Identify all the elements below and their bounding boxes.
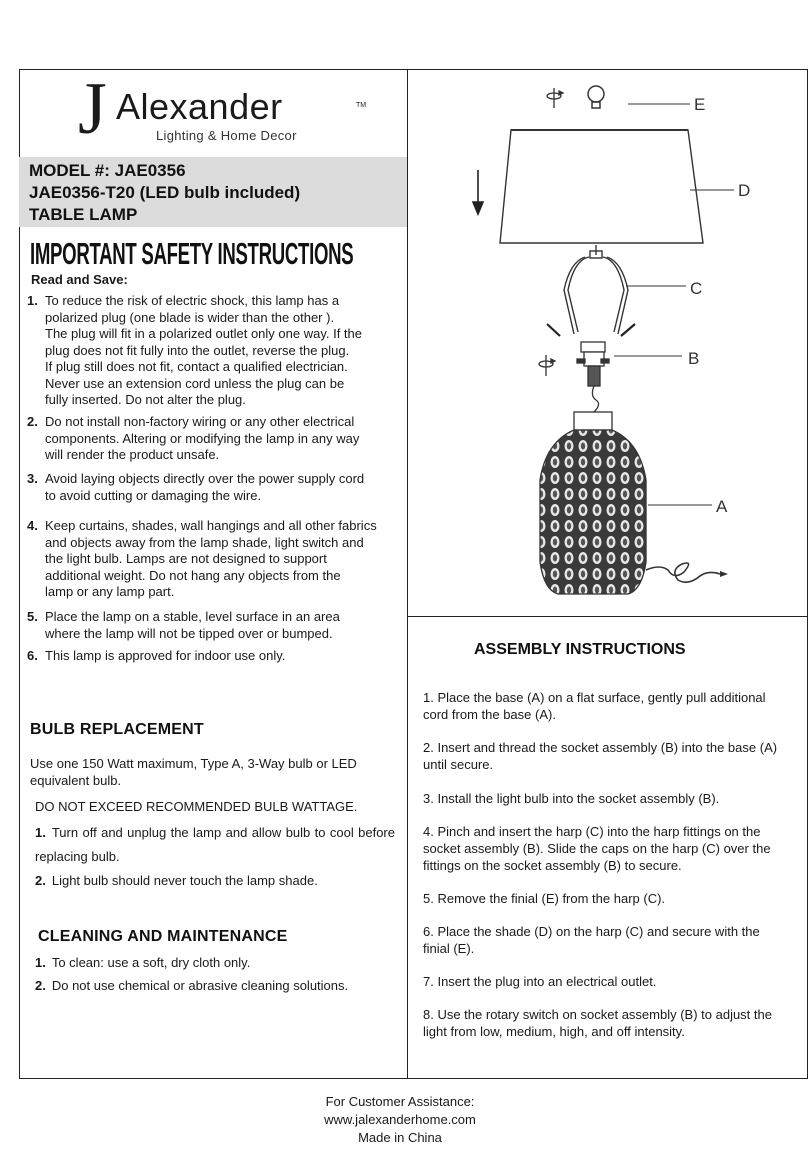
item-number: 2. bbox=[35, 978, 46, 993]
safety-item bbox=[27, 609, 402, 642]
safety-item bbox=[27, 414, 402, 464]
assembly-step: 5. Remove the finial (E) from the harp (C). bbox=[423, 891, 666, 906]
read-save-label: Read and Save: bbox=[31, 272, 128, 287]
item-number: 6. bbox=[27, 648, 38, 663]
bulb-item bbox=[35, 869, 395, 893]
bulb-spec-text: Use one 150 Watt maximum, Type A, 3-Way bulb or LED equivalent bulb. bbox=[30, 756, 357, 788]
item-number: 1. bbox=[35, 825, 46, 840]
bulb-section-title: BULB REPLACEMENT bbox=[30, 721, 204, 738]
assembly-step: 1. Place the base (A) on a flat surface, gently pull additional cord from the base (A). bbox=[423, 690, 766, 722]
cleaning-item bbox=[35, 951, 395, 975]
logo-tagline: Lighting & Home Decor bbox=[156, 128, 297, 143]
logo-trademark: TM bbox=[356, 102, 367, 109]
rotate-arrow-icon bbox=[547, 88, 563, 108]
bulb-wattage-warning: DO NOT EXCEED RECOMMENDED BULB WATTAGE. bbox=[35, 799, 358, 814]
assembly-section-title: ASSEMBLY INSTRUCTIONS bbox=[474, 641, 686, 658]
assembly-step: 4. Pinch and insert the harp (C) into the harp fittings on the socket assembly (B). Slide the caps on the harp (C) over the fittings on the socket assembly (B) to secure. bbox=[423, 824, 771, 873]
bulb-item bbox=[35, 821, 395, 869]
cleaning-item bbox=[35, 974, 395, 998]
safety-item bbox=[27, 648, 402, 665]
item-number: 5. bbox=[27, 609, 38, 624]
socket-assembly bbox=[577, 342, 609, 412]
item-text: Avoid laying objects directly over the power supply cord to avoid cutting or damaging the wire. bbox=[45, 471, 365, 503]
safety-item bbox=[27, 518, 402, 601]
item-number: 2. bbox=[35, 873, 46, 888]
cleaning-section-title: CLEANING AND MAINTENANCE bbox=[38, 928, 288, 945]
item-number: 2. bbox=[27, 414, 38, 429]
item-text: Keep curtains, shades, wall hangings and all other fabrics and objects away from the lamp shade, light switch and the light bulb. Lamps are not designed to support additional weight. Do not hang any objects from the lamp or any lamp part. bbox=[45, 518, 377, 599]
assembly-step: 6. Place the shade (D) on the harp (C) and secure with the finial (E). bbox=[423, 924, 760, 956]
item-text: This lamp is approved for indoor use only. bbox=[45, 648, 286, 663]
model-variant: JAE0356-T20 (LED bulb included) bbox=[29, 183, 301, 202]
pinch-marks bbox=[547, 324, 635, 336]
lamp-shade bbox=[500, 130, 703, 243]
item-number: 1. bbox=[35, 955, 46, 970]
finial-icon bbox=[588, 86, 604, 108]
item-number: 1. bbox=[27, 293, 38, 308]
label-e: E bbox=[694, 95, 706, 114]
assembly-step: 7. Insert the plug into an electrical outlet. bbox=[423, 974, 657, 989]
lamp-harp bbox=[564, 245, 628, 334]
logo-name: Alexander bbox=[116, 86, 283, 127]
footer-origin: Made in China bbox=[358, 1130, 442, 1145]
label-a: A bbox=[716, 497, 728, 516]
safety-item bbox=[27, 471, 402, 504]
item-text: To reduce the risk of electric shock, this lamp has a polarized plug (one blade is wider than the other ). The plug will fit in a polarized outlet only one way. If the plug does not fit fully into the outlet, reverse the plug. If plug still does not fit, contact a qualified electrician. Never use an extension cord unless the plug can be fully inserted. Do not alter the plug. bbox=[45, 293, 362, 407]
assembly-step: 8. Use the rotary switch on socket assembly (B) to adjust the light from low, medium, high, and off intensity. bbox=[423, 1007, 772, 1039]
footer-website: www.jalexanderhome.com bbox=[324, 1112, 476, 1127]
logo-initial: J bbox=[78, 68, 107, 150]
item-text: Turn off and unplug the lamp and allow bulb to cool before replacing bulb. bbox=[35, 825, 395, 864]
lamp-base bbox=[540, 412, 728, 594]
safety-item bbox=[27, 293, 402, 409]
brand-logo bbox=[78, 68, 378, 152]
item-text: Light bulb should never touch the lamp shade. bbox=[51, 873, 318, 888]
lamp-exploded-diagram bbox=[408, 70, 806, 615]
item-text: To clean: use a soft, dry cloth only. bbox=[51, 955, 251, 970]
label-d: D bbox=[738, 181, 751, 200]
assembly-step: 2. Insert and thread the socket assembly (B) into the base (A) until secure. bbox=[423, 740, 778, 772]
item-text: Place the lamp on a stable, level surface in an area where the lamp will not be tipped over or bumped. bbox=[45, 609, 340, 641]
safety-title: IMPORTANT SAFETY INSTRUCTIONS bbox=[30, 236, 354, 271]
item-number: 3. bbox=[27, 471, 38, 486]
diagram-divider bbox=[407, 616, 808, 617]
label-c: C bbox=[690, 279, 703, 298]
model-number: MODEL #: JAE0356 bbox=[29, 161, 186, 180]
rotate-arrow-icon bbox=[539, 355, 555, 376]
item-text: Do not use chemical or abrasive cleaning solutions. bbox=[51, 978, 349, 993]
footer-assistance: For Customer Assistance: bbox=[325, 1094, 475, 1109]
product-type: TABLE LAMP bbox=[29, 205, 138, 224]
label-b: B bbox=[688, 349, 700, 368]
model-header bbox=[19, 157, 407, 227]
assembly-step: 3. Install the light bulb into the socket assembly (B). bbox=[423, 791, 720, 806]
down-arrow-icon bbox=[473, 170, 483, 214]
item-text: Do not install non-factory wiring or any other electrical components. Altering or modifying the lamp in any way will render the product unsafe. bbox=[45, 414, 360, 462]
item-number: 4. bbox=[27, 518, 38, 533]
